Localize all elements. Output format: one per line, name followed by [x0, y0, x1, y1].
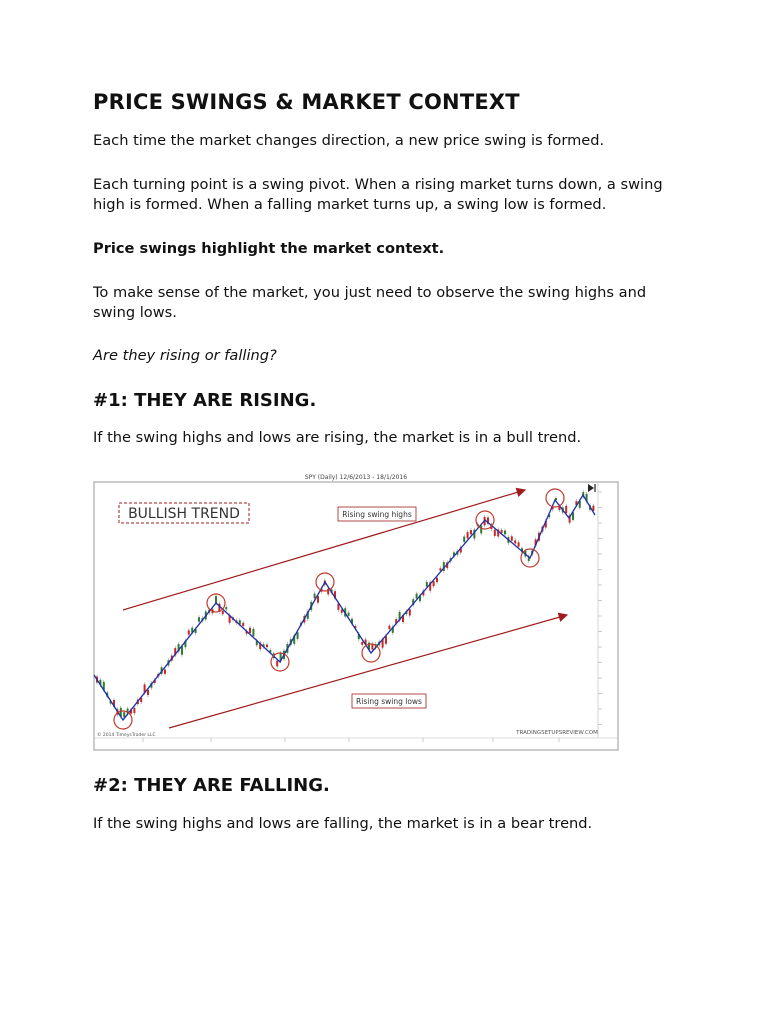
candle-body	[242, 623, 244, 626]
paragraph-direction-change: Each time the market changes direction, a new price swing is formed.	[93, 132, 605, 149]
candle-body	[133, 708, 135, 713]
candle-body	[511, 536, 513, 540]
candle-body	[198, 617, 200, 622]
candle-body	[518, 542, 520, 546]
paragraph-swing-pivot: Each turning point is a swing pivot. When a rising market turns down, a swing high is formed. When a falling market turns up, a swing low is formed.	[93, 176, 663, 213]
candle-body	[467, 532, 469, 538]
candle-body	[215, 596, 217, 603]
candle-body	[501, 530, 503, 533]
bullish-trend-chart	[93, 470, 619, 752]
candle-body	[317, 596, 319, 603]
candle-body	[123, 712, 125, 717]
trend-label: BULLISH TREND	[128, 506, 240, 522]
candle-body	[514, 540, 516, 543]
candle-body	[314, 594, 316, 599]
candle-body	[222, 611, 224, 614]
paragraph-observe-swings: To make sense of the market, you just need to observe the swing highs and swing lows.	[93, 284, 647, 321]
section-heading-prefix: #1:	[93, 390, 135, 411]
chart-header: SPY (Daily) 12/6/2013 - 18/1/2016	[304, 474, 408, 481]
candle-body	[252, 629, 254, 636]
candle-body	[297, 632, 299, 638]
candle-body	[416, 594, 418, 599]
candle-body	[463, 537, 465, 542]
swing-lows-label: Rising swing lows	[356, 697, 422, 706]
candle-body	[565, 506, 567, 514]
candle-body	[388, 626, 390, 629]
paragraph-bear-trend: If the swing highs and lows are falling, the market is in a bear trend.	[93, 815, 593, 832]
candle-body	[147, 690, 149, 695]
candle-body	[188, 630, 190, 634]
section-heading-falling: #2: THEY ARE FALLING.	[93, 775, 330, 796]
candle-body	[494, 530, 496, 536]
candle-body	[164, 670, 166, 674]
paragraph-market-context: Price swings highlight the market context.	[93, 240, 445, 257]
bullish-trend-figure	[93, 470, 619, 752]
paragraph-question: Are they rising or falling?	[93, 347, 277, 364]
copyright: © 2014 TimeysTrader LLC	[97, 733, 156, 738]
candle-body	[348, 613, 350, 616]
paragraph-bull-trend: If the swing highs and lows are rising, the market is in a bull trend.	[93, 429, 582, 446]
swing-highs-label: Rising swing highs	[342, 510, 412, 519]
candle-body	[409, 609, 411, 615]
candle-body	[504, 531, 506, 535]
candle-body	[436, 578, 438, 582]
candle-body	[225, 607, 227, 609]
candle-body	[249, 628, 251, 633]
candle-body	[480, 525, 482, 533]
watermark: TRADINGSETUPSREVIEW.COM	[516, 730, 598, 736]
section-heading-suffix: .	[309, 390, 317, 411]
candle-body	[433, 581, 435, 586]
section-heading-label: THEY ARE RISING	[134, 390, 310, 411]
page-title: PRICE SWINGS & MARKET CONTEXT	[93, 90, 520, 114]
section-heading-rising	[93, 390, 316, 411]
candle-body	[426, 582, 428, 587]
candle-body	[266, 645, 268, 647]
candle-body	[276, 661, 278, 667]
candle-body	[470, 530, 472, 534]
candle-body	[361, 642, 363, 645]
